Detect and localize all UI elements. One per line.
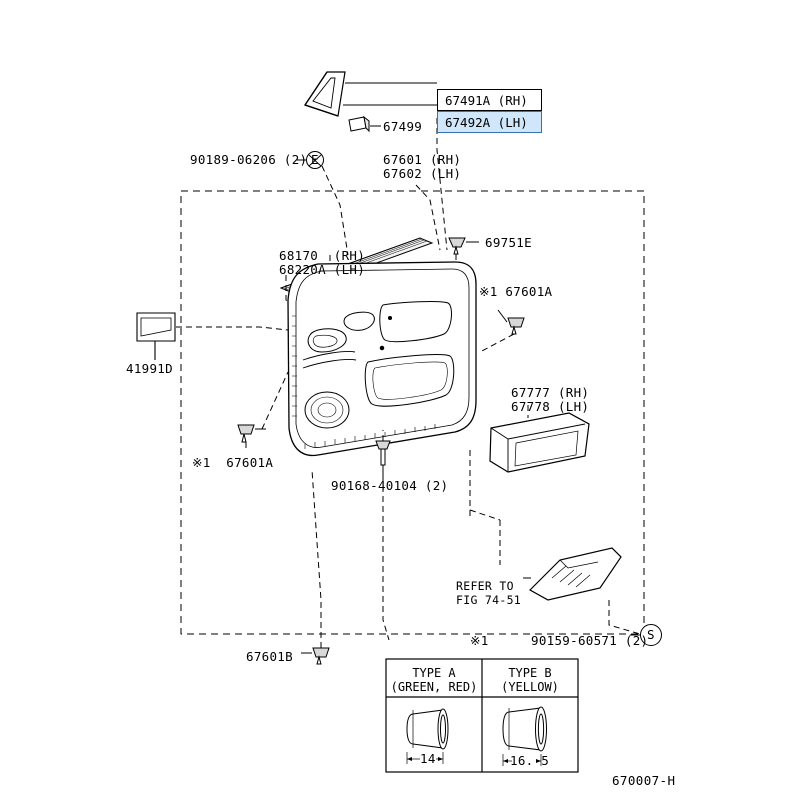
marker-label-s: S: [647, 627, 655, 642]
part-67601-door-trim-panel: [288, 262, 476, 455]
label-star1-bottom: ※1: [470, 633, 489, 648]
label-69751e: 69751E: [485, 235, 532, 250]
figure-code: 670007-H: [612, 773, 676, 788]
type-b-title-line1: TYPE B: [508, 666, 552, 680]
label-67601-rh: 67601 (RH): [383, 152, 462, 167]
callout-label-67492a: 67492A (LH): [445, 115, 528, 130]
leader-67601a-right: [480, 334, 514, 352]
label-67777-rh: 67777 (RH): [511, 385, 590, 400]
label-68220a-lh: 68220A (LH): [279, 262, 366, 277]
label-90189-06206: 90189-06206 (2): [190, 152, 308, 167]
label-67601a-left: ※1 67601A: [192, 455, 274, 470]
type-a-title-line1: TYPE A: [412, 666, 456, 680]
leader-67491: [343, 83, 437, 105]
label-68170-rh: 68170 (RH): [279, 248, 366, 263]
label-67601b: 67601B: [246, 649, 293, 664]
label-90159-60571: 90159-60571 (2): [531, 633, 649, 648]
part-67499-clip: [349, 117, 381, 131]
part-41991d-cover: [137, 313, 175, 360]
label-67602-lh: 67602 (LH): [383, 166, 462, 181]
part-67777-armrest: [490, 413, 589, 472]
callout-label-67491a: 67491A (RH): [445, 93, 528, 108]
label-67778-lh: 67778 (LH): [511, 399, 590, 414]
type-b-title-line2: (YELLOW): [501, 680, 559, 694]
type-a-title-line2: (GREEN, RED): [390, 680, 478, 694]
part-67492a-corner-garnish: [305, 72, 345, 116]
leader-refer-dashed: [609, 600, 640, 634]
marker-label-e: E: [311, 152, 319, 167]
type-b-dimension: 16. 5: [510, 753, 550, 768]
leader-67601a-left: [246, 372, 288, 452]
label-fig-74-51: FIG 74-51: [456, 593, 522, 607]
leader-41991d-to-panel: [176, 327, 288, 330]
label-67499: 67499: [383, 119, 423, 134]
label-refer-to: REFER TO: [456, 579, 514, 593]
part-refer-fig-7451: [530, 548, 621, 600]
leader-67491-down: [437, 118, 447, 250]
leader-67601b: [312, 470, 321, 648]
part-67601a-left-clip: [238, 425, 266, 442]
part-90168-bolt: [376, 441, 390, 476]
label-90168-40104: 90168-40104 (2): [331, 478, 449, 493]
part-67601b-clip: [301, 648, 329, 664]
part-67601a-right-clip: [498, 310, 524, 334]
type-a-dimension: 14: [420, 751, 436, 766]
part-69751e-clip: [449, 238, 479, 254]
leader-90189-to-door: [322, 166, 348, 255]
internal-dashed-links: [383, 476, 500, 640]
label-41991d: 41991D: [126, 361, 173, 376]
label-67601a-right: ※1 67601A: [479, 284, 553, 299]
